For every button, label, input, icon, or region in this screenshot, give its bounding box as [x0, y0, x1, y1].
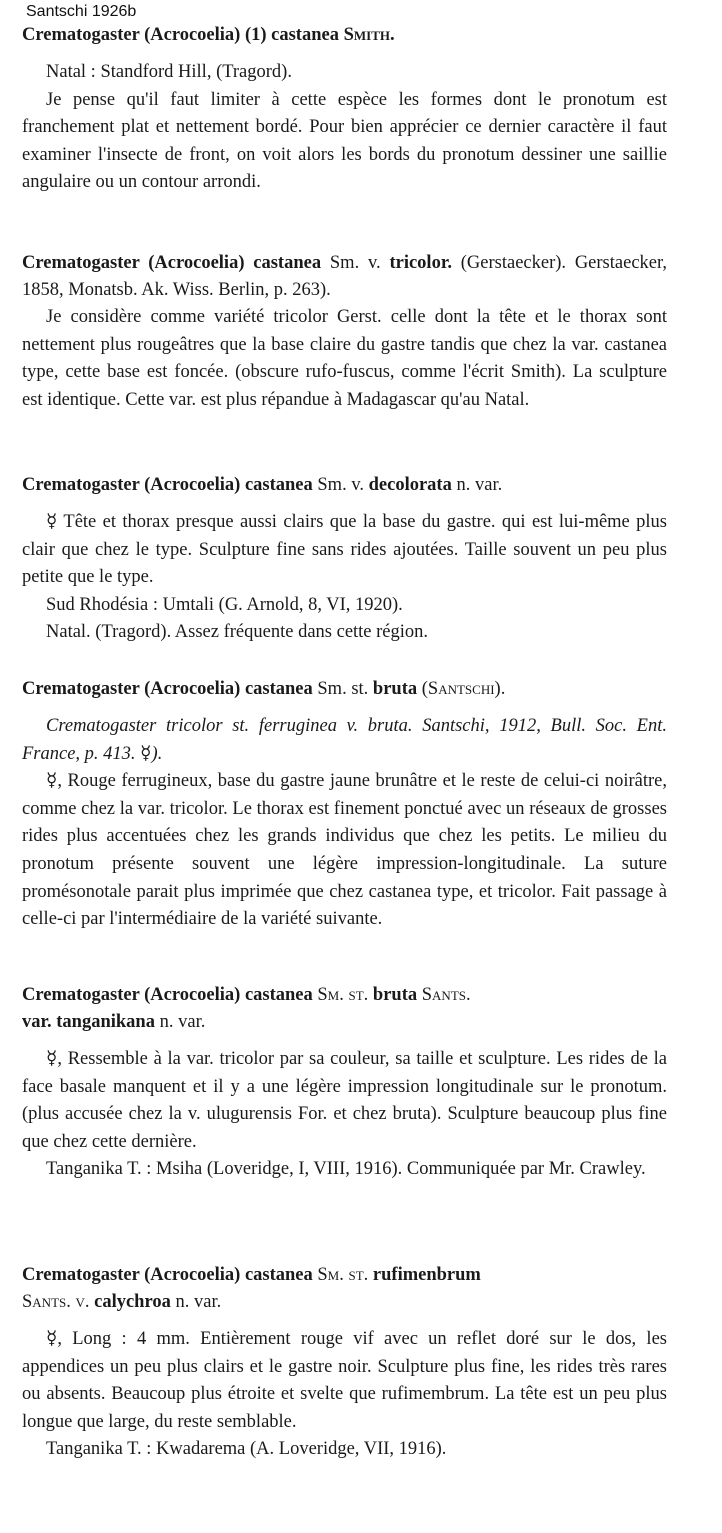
heading-rank: Sm. st. [317, 1265, 369, 1285]
heading-rank: Sm. v. [329, 253, 381, 273]
heading-taxon: rufimenbrum [372, 1265, 481, 1285]
heading-rank: Sm. st. [317, 985, 369, 1005]
heading-taxon: bruta [372, 985, 418, 1005]
paragraph: Natal. (Tragord). Assez fréquente dans cette région. [46, 622, 429, 643]
heading-taxon-2: calychroa [94, 1292, 171, 1312]
paragraph: ☿, Ressemble à la var. tricolor par sa couleur, sa taille et sculpture. Les rides de la face basale manquent et il y a une légère impression longitudinale sur le pronotum. (plus accusée chez la v. ulugurensis For. et chez bruta). Sculpture beaucoup plus fine que chez cette dernière. [22, 1049, 667, 1152]
heading-genus: Crematogaster (Acrocoelia) castanea [22, 679, 313, 699]
heading-author: (Santschi). [421, 679, 506, 699]
heading-taxon: tricolor. [389, 253, 452, 273]
heading-taxon: bruta [372, 679, 418, 699]
paragraph: ☿, Long : 4 mm. Entièrement rouge vif avec un reflet doré sur le dos, les appendices un peu plus clairs et le gastre noir. Sculpture plus fine, les rides très rares ou absents. Beaucoup plus étroite et svelte que rufimembrum. La tête est un peu plus longue que large, du reste semblable. [22, 1329, 667, 1432]
paragraph: ☿, Rouge ferrugineux, base du gastre jaune brunâtre et le reste de celui-ci noirâtre, comme chez la var. tricolor. Le thorax est finement ponctué avec un réseaux de grosses rides plus accentuées chez les grands individus que chez les petits. Le milieu du pronotum présente souvent une légère impression-longitudinale. La suture promésonotale parait plus imprimée que chez castanea type, et tricolor. Fait passage à celle-ci par l'intermédiaire de la variété suivante. [22, 771, 667, 930]
heading-author: Smith. [343, 25, 395, 45]
page-reference: Santschi 1926b [26, 3, 137, 20]
section-tanganikana [22, 982, 667, 1184]
paragraph: Natal : Standford Hill, (Tragord). [46, 62, 292, 82]
heading-citation: (Gerstaecker). Gerstaecker, 1858, Monatsb. Ak. Wiss. Berlin, p. 263). [22, 253, 668, 300]
heading-author: Sants. v. [22, 1292, 90, 1312]
heading-genus: Crematogaster (Acrocoelia) castanea [22, 253, 322, 273]
heading-rank: Sm. st. [317, 679, 369, 699]
heading-genus: Crematogaster (Acrocoelia) castanea [22, 985, 313, 1005]
section-castanea [22, 22, 667, 197]
section-heading [22, 250, 667, 304]
heading-genus: Crematogaster (Acrocoelia) castanea [22, 475, 313, 495]
section-calychroa [22, 1262, 667, 1464]
paragraph: ☿ Tête et thorax presque aussi clairs que la base du gastre. qui est lui-même plus clair que chez le type. Sculpture fine sans rides ajoutées. Taille souvent un peu plus petite que le type. [22, 512, 667, 588]
section-heading [22, 982, 667, 1036]
section-heading [22, 472, 667, 499]
heading-author: Sants. [421, 985, 471, 1005]
section-bruta [22, 676, 667, 934]
section-heading [22, 676, 667, 703]
paragraph: Sud Rhodésia : Umtali (G. Arnold, 8, VI, 1920). [46, 594, 403, 615]
paragraph: Je considère comme variété tricolor Gerst. celle dont la tête et le thorax sont nettement plus rougeâtres que la base claire du gastre tandis que chez la var. castanea type, cette base est foncée. (obscure rufo-fuscus, comme l'écrit Smith). La sculpture est identique. Cette var. est plus répandue à Madagascar qu'au Natal. [22, 307, 667, 410]
heading-genus: Crematogaster (Acrocoelia) castanea [22, 1265, 313, 1285]
heading-genus: Crematogaster (Acrocoelia) (1) castanea [22, 25, 339, 45]
section-decolorata [22, 472, 667, 647]
paragraph: Tanganika T. : Msiha (Loveridge, I, VIII, 1916). Communiquée par Mr. Crawley. [46, 1159, 646, 1180]
paragraph-synonymy: Crematogaster tricolor st. ferruginea v. bruta. Santschi, 1912, Bull. Soc. Ent. France, p. 413. ☿). [22, 716, 667, 764]
paragraph: Tanganika T. : Kwadarema (A. Loveridge, VII, 1916). [46, 1439, 447, 1460]
section-heading [22, 22, 667, 49]
heading-rank-2: var. [22, 1012, 52, 1032]
heading-status: n. var. [456, 475, 503, 495]
heading-taxon-2: tanganikana [56, 1012, 155, 1032]
section-tricolor [22, 250, 667, 414]
heading-rank: Sm. v. [317, 475, 364, 495]
heading-status: n. var. [159, 1012, 206, 1032]
heading-taxon: decolorata [368, 475, 452, 495]
paragraph: Je pense qu'il faut limiter à cette espèce les formes dont le pronotum est franchement plat et nettement bordé. Pour bien apprécier ce dernier caractère il faut examiner l'insecte de front, on voit alors les bords du pronotum dessiner une saillie angulaire ou un contour arrondi. [22, 89, 667, 193]
section-heading [22, 1262, 667, 1316]
heading-status: n. var. [175, 1292, 222, 1312]
